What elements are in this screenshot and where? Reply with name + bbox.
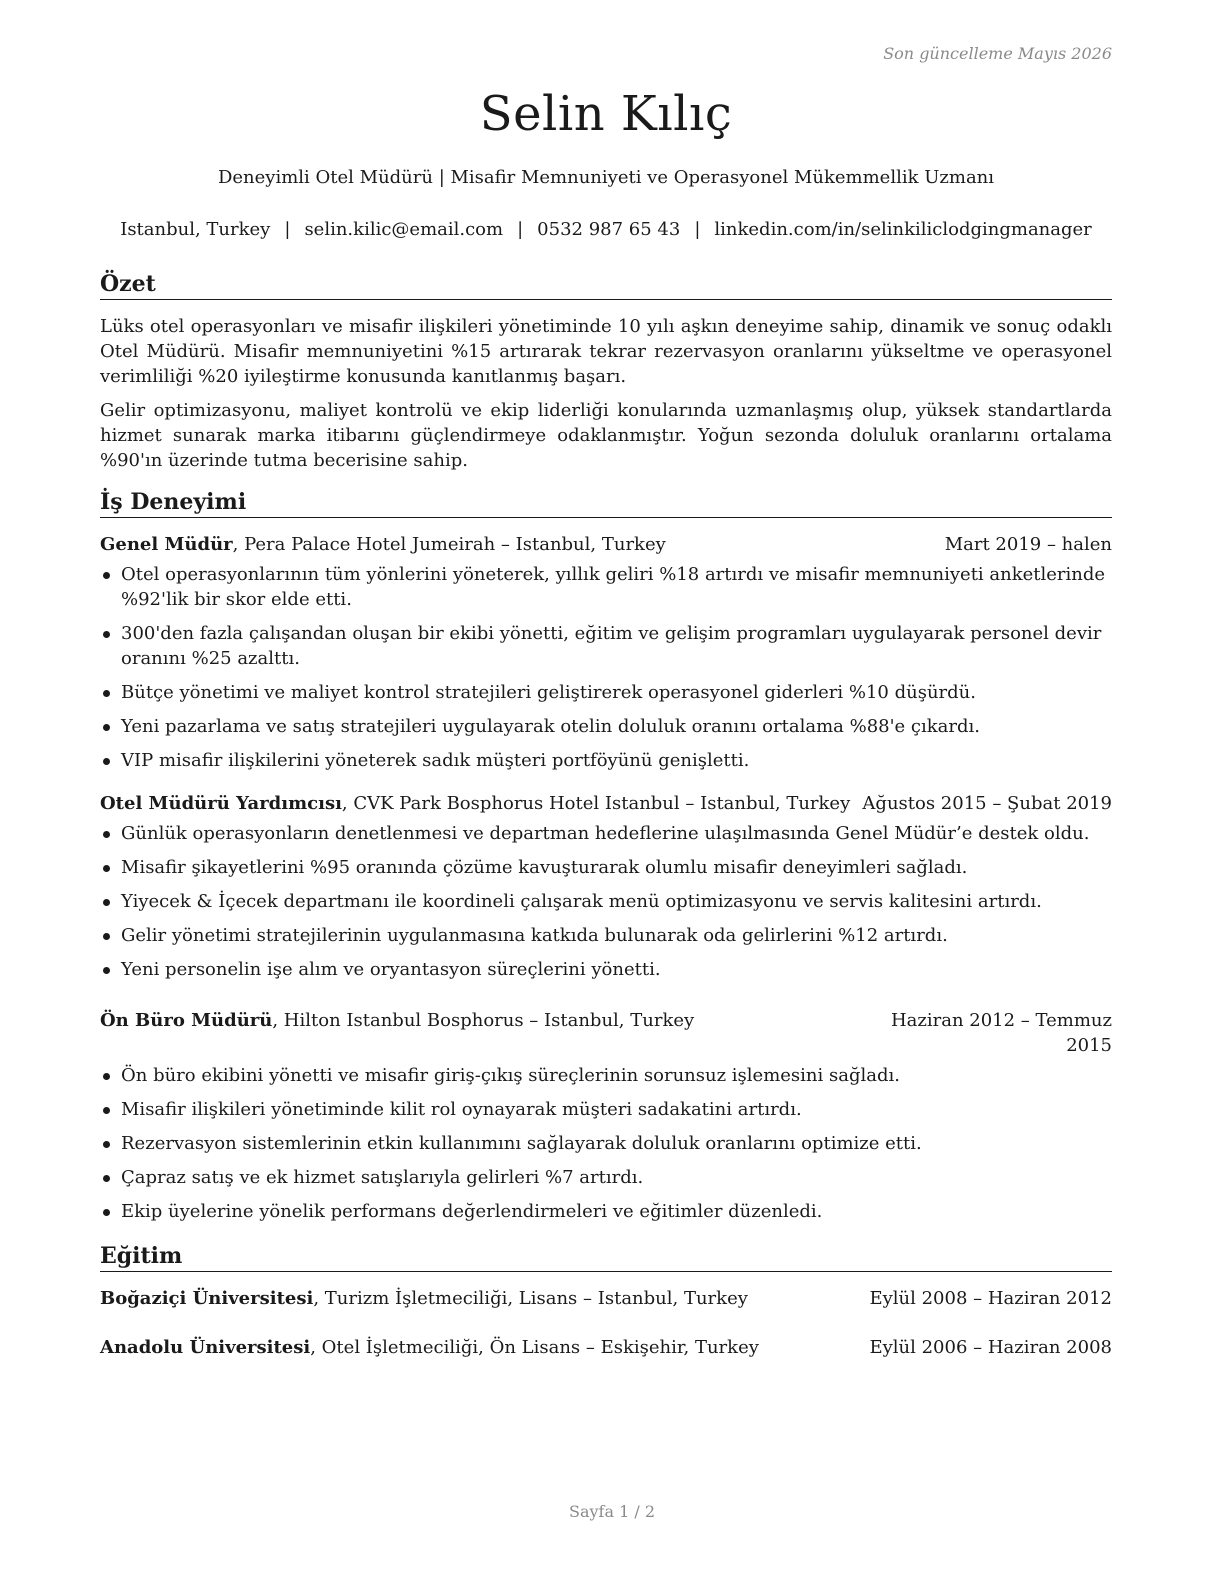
contact-separator: | — [517, 219, 524, 240]
contact-line — [100, 219, 1112, 240]
job-dates: Mart 2019 – halen — [944, 534, 1112, 555]
candidate-name: Selin Kılıç — [479, 86, 733, 142]
list-item: Ön büro ekibini yönetti ve misafir giriş-çıkış süreçlerinin sorunsuz işlemesini sağladı. — [100, 1063, 1112, 1088]
job-bullets — [100, 1063, 1112, 1233]
list-item: VIP misafir ilişkilerini yöneterek sadık müşteri portföyünü genişletti. — [100, 748, 1112, 773]
list-item: Gelir yönetimi stratejilerinin uygulanmasına katkıda bulunarak oda gelirlerini %12 artırdı. — [100, 923, 1112, 948]
list-item: Yiyecek & İçecek departmanı ile koordineli çalışarak menü optimizasyonu ve servis kalitesini artırdı. — [100, 889, 1112, 914]
list-item: Misafir şikayetlerini %95 oranında çözüme kavuşturarak olumlu misafir deneyimleri sağladı. — [100, 855, 1112, 880]
job-dates-line: Haziran 2012 – Temmuz — [890, 1010, 1112, 1031]
job-title-line — [100, 532, 666, 557]
job-role: Ön Büro Müdürü — [100, 1010, 273, 1031]
contact-separator: | — [284, 219, 291, 240]
job-dates-line: 2015 — [1066, 1035, 1112, 1056]
education-line — [100, 1286, 748, 1311]
list-item: Çapraz satış ve ek hizmet satışlarıyla gelirleri %7 artırdı. — [100, 1165, 1112, 1190]
job-dates: Ağustos 2015 – Şubat 2019 — [862, 793, 1112, 814]
job-bullets — [100, 562, 1112, 782]
job-bullets — [100, 821, 1112, 991]
contact-separator: | — [694, 219, 701, 240]
school-name: Anadolu Üniversitesi — [100, 1337, 311, 1358]
education-dates: Eylül 2008 – Haziran 2012 — [869, 1288, 1112, 1309]
list-item: Yeni pazarlama ve satış stratejileri uygulayarak otelin doluluk oranını ortalama %88'e çıkardı. — [100, 714, 1112, 739]
section-title-experience: İş Deneyimi — [100, 488, 1112, 518]
list-item: Misafir ilişkileri yönetiminde kilit rol oynayarak müşteri sadakatini artırdı. — [100, 1097, 1112, 1122]
phone: 0532 987 65 43 — [537, 219, 681, 240]
list-item: Rezervasyon sistemlerinin etkin kullanımını sağlayarak doluluk oranlarını optimize etti. — [100, 1131, 1112, 1156]
job-company: , Pera Palace Hotel Jumeirah – Istanbul, Turkey — [232, 534, 666, 555]
page-number: Sayfa 1 / 2 — [568, 1502, 655, 1521]
job-header — [100, 532, 1112, 557]
job-title-line — [100, 1008, 694, 1058]
education-line — [100, 1335, 759, 1360]
list-item: Yeni personelin işe alım ve oryantasyon süreçlerini yönetti. — [100, 957, 1112, 982]
last-updated: Son güncelleme Mayıs 2026 — [883, 44, 1112, 63]
list-item: Bütçe yönetimi ve maliyet kontrol stratejileri geliştirerek operasyonel giderleri %10 düşürdü. — [100, 680, 1112, 705]
summary-paragraph: Lüks otel operasyonları ve misafir ilişkileri yönetiminde 10 yılı aşkın deneyime sahip, dinamik ve sonuç odaklı Otel Müdürü. Misafir memnuniyetini %15 artırarak tekrar rezervasyon oranlarını yükseltme ve operasyonel verimliliği %20 iyileştirme konusunda kanıtlanmış başarı. — [100, 316, 1112, 387]
list-item: Otel operasyonlarının tüm yönlerini yöneterek, yıllık geliri %18 artırdı ve misafir memnuniyeti anketlerinde %92'lik bir skor elde etti. — [100, 562, 1112, 612]
degree-detail: , Otel İşletmeciliği, Ön Lisans – Eskişehir, Turkey — [310, 1337, 759, 1358]
degree-detail: , Turizm İşletmeciliği, Lisans – Istanbul, Turkey — [313, 1288, 748, 1309]
job-header — [100, 1008, 1112, 1058]
section-title-summary: Özet — [100, 270, 1112, 300]
linkedin-link[interactable]: linkedin.com/in/selinkiliclodgingmanager — [714, 219, 1092, 240]
education-dates: Eylül 2006 – Haziran 2008 — [869, 1337, 1112, 1358]
job-header — [100, 791, 1112, 816]
list-item: Ekip üyelerine yönelik performans değerlendirmeleri ve eğitimler düzenledi. — [100, 1199, 1112, 1224]
job-role: Genel Müdür — [100, 534, 233, 555]
summary-paragraph: Gelir optimizasyonu, maliyet kontrolü ve ekip liderliği konularında uzmanlaşmış olup, yüksek standartlarda hizmet sunarak marka itibarını güçlendirmeye odaklanmıştır. Yoğun sezonda doluluk oranlarını ortalama %90'ın üzerinde tutma becerisine sahip. — [100, 400, 1112, 471]
school-name: Boğaziçi Üniversitesi — [100, 1288, 314, 1309]
headline: Deneyimli Otel Müdürü | Misafir Memnuniyeti ve Operasyonel Mükemmellik Uzmanı — [217, 167, 995, 188]
job-company: , CVK Park Bosphorus Hotel Istanbul – Istanbul, Turkey — [341, 793, 851, 814]
location: Istanbul, Turkey — [120, 219, 271, 240]
education-item — [100, 1286, 1112, 1311]
job-dates — [880, 1008, 1112, 1058]
job-role: Otel Müdürü Yardımcısı — [100, 793, 342, 814]
job-title-line — [100, 791, 850, 816]
list-item: Günlük operasyonların denetlenmesi ve departman hedeflerine ulaşılmasında Genel Müdür’e destek oldu. — [100, 821, 1112, 846]
list-item: 300'den fazla çalışandan oluşan bir ekibi yönetti, eğitim ve gelişim programları uygulayarak personel devir oranını %25 azalttı. — [100, 621, 1112, 671]
email-link[interactable]: selin.kilic@email.com — [304, 219, 504, 240]
job-company: , Hilton Istanbul Bosphorus – Istanbul, Turkey — [272, 1010, 695, 1031]
education-item — [100, 1335, 1112, 1360]
section-title-education: Eğitim — [100, 1242, 1112, 1272]
